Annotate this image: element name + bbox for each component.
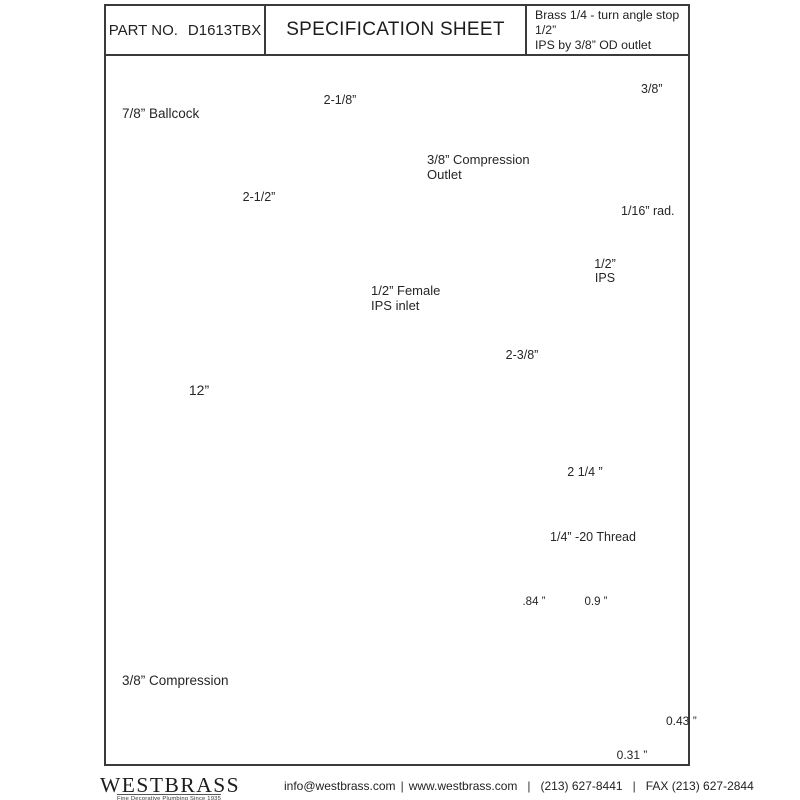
compression-label: 3/8” Compression (122, 673, 229, 688)
ballcock-label: 7/8” Ballcock (122, 106, 200, 121)
description-line-2: IPS by 3/8” OD outlet (535, 37, 652, 52)
outlet-label-line1: 3/8” Compression (427, 152, 530, 167)
sheet-title-cell (266, 6, 527, 54)
flange-thickness-dim: 3/8” (641, 82, 663, 96)
part-no-label: PART NO. (108, 21, 178, 39)
washer-dim: 0.9 ” (584, 596, 608, 608)
footer-contact-bar (284, 779, 754, 793)
footer-website: www.westbrass.com (408, 779, 518, 793)
inlet-label-line2: IPS inlet (371, 298, 420, 313)
outlet-label-line2: Outlet (427, 167, 462, 182)
hose-length-dim: 12” (186, 382, 212, 398)
part-no-value: D1613TBX (187, 21, 262, 39)
nut-width-dim: 0.31 ” (616, 748, 648, 762)
inlet-label (371, 283, 440, 313)
footer-phone: (213) 627-8441 (540, 779, 623, 793)
part-number-cell (106, 6, 266, 54)
bolt-thread-label: 1/4” -20 Thread (550, 530, 636, 544)
separator: | (632, 779, 636, 793)
page-title: SPECIFICATION SHEET (286, 19, 505, 40)
bolt-head-dim: .84 ” (522, 596, 546, 608)
valve-height-dim: 2-1/2” (240, 190, 279, 204)
bore-dim-line1: 1/2” (594, 257, 616, 271)
bolt-length-dim: 2 1/4 ” (564, 465, 605, 479)
separator: | (400, 779, 404, 793)
flange-radius-label: 1/16” rad. (621, 204, 675, 218)
title-block (106, 6, 688, 56)
description-line-1: Brass 1/4 - turn angle stop 1/2” (535, 7, 680, 37)
bore-dim-line2: IPS (594, 271, 616, 285)
brand-logo: WESTBRASS (100, 773, 241, 797)
description-cell (527, 6, 688, 54)
outlet-label (427, 152, 530, 182)
footer-fax: FAX (213) 627-2844 (645, 779, 754, 793)
footer-email: info@westbrass.com (284, 779, 396, 793)
flange-outer-dim: 2-3/8” (503, 348, 542, 362)
flange-bore-dim (594, 257, 616, 285)
brand-tagline: Fine Decorative Plumbing Since 1935 (117, 796, 221, 800)
valve-width-dim: 2-1/8” (321, 93, 360, 107)
separator: | (527, 779, 531, 793)
nut-height-dim: 0.43 ” (666, 714, 697, 728)
inlet-label-line1: 1/2” Female (371, 283, 441, 298)
